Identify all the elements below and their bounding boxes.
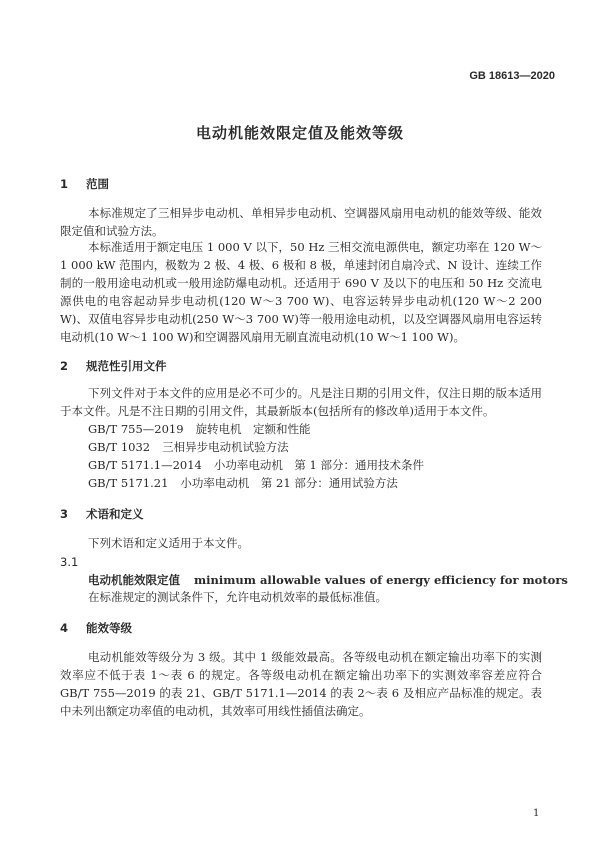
- section-4-heading: [60, 620, 132, 636]
- term-definition: 在标准规定的测试条件下，允许电动机效率的最低标准值。: [88, 590, 387, 604]
- section-3-heading: [60, 506, 144, 522]
- standard-number: GB 18613—2020: [469, 70, 555, 82]
- reference-title: 三相异步电动机试验方法: [162, 440, 289, 454]
- term-number: 3.1: [60, 555, 79, 569]
- reference-title: 小功率电动机 第 21 部分：通用试验方法: [180, 476, 398, 490]
- paragraph: 下列文件对于本文件的应用是必不可少的。凡是注日期的引用文件，仅注日期的版本适用于本文件。凡是不注日期的引用文件，其最新版本(包括所有的修改单)适用于本文件。: [60, 386, 542, 418]
- section-title: 能效等级: [86, 621, 132, 635]
- paragraph: 本标准规定了三相异步电动机、单相异步电动机、空调器风扇用电动机的能效等级、能效限定值和试验方法。: [60, 206, 542, 238]
- paragraph: 下列术语和定义适用于本文件。: [88, 536, 249, 550]
- section-2-heading: [60, 358, 167, 374]
- reference-title: 旋转电机 定额和性能: [195, 422, 311, 436]
- reference-code: GB/T 5171.1—2014: [88, 458, 202, 472]
- reference-code: GB/T 755—2019: [88, 422, 184, 436]
- paragraph: 电动机能效等级分为 3 级。其中 1 级能效最高。各等级电动机在额定输出功率下的实测效率应不低于表 1～表 6 的规定。各等级电动机在额定输出功率下的实测效率容差应符合 GB/T 755—2019 的表 21、GB/T 5171.1—2014 的表 2～表 6 及相应产品标准的规定。表中未列出额定功率值的电动机，其效率可用线性插值法确定。: [60, 650, 542, 718]
- page-title: 电动机能效限定值及能效等级: [195, 124, 404, 142]
- section-number: 1: [60, 177, 69, 191]
- reference-item: [88, 438, 289, 456]
- paragraph: 本标准适用于额定电压 1 000 V 以下，50 Hz 三相交流电源供电，额定功率在 120 W～1 000 kW 范围内，极数为 2 极、4 极、6 极和 8 极，单速封闭自扇冷式、N 设计、连续工作制的一般用途电动机或一般用途防爆电动机。还适用于 690 V 及以下的电压和 50 Hz 交流电源供电的电容起动异步电动机(120 W～3 700 W)、电容运转异步电动机(120 W～2 200 W)、双值电容异步电动机(250 W～3 700 W)等一般用途电动机，以及空调器风扇用电容运转电动机(10 W～1 100 W)和空调器风扇用无刷直流电动机(10 W～1 100 W)。: [60, 240, 542, 344]
- reference-item: [88, 474, 398, 492]
- page-number: 1: [533, 808, 540, 819]
- reference-title: 小功率电动机 第 1 部分：通用技术条件: [213, 458, 424, 472]
- term-zh: 电动机能效限定值: [88, 573, 180, 587]
- term-entry: [88, 572, 568, 588]
- section-title: 规范性引用文件: [86, 359, 167, 373]
- term-en: minimum allowable values of energy efficiency for motors: [194, 573, 568, 587]
- reference-code: GB/T 5171.21: [88, 476, 169, 490]
- section-title: 范围: [86, 177, 109, 191]
- section-1-heading: [60, 176, 109, 192]
- section-number: 4: [60, 621, 69, 635]
- reference-item: [88, 420, 311, 438]
- reference-item: [88, 456, 424, 474]
- section-title: 术语和定义: [86, 507, 144, 521]
- reference-code: GB/T 1032: [88, 440, 151, 454]
- section-number: 3: [60, 507, 69, 521]
- section-number: 2: [60, 359, 69, 373]
